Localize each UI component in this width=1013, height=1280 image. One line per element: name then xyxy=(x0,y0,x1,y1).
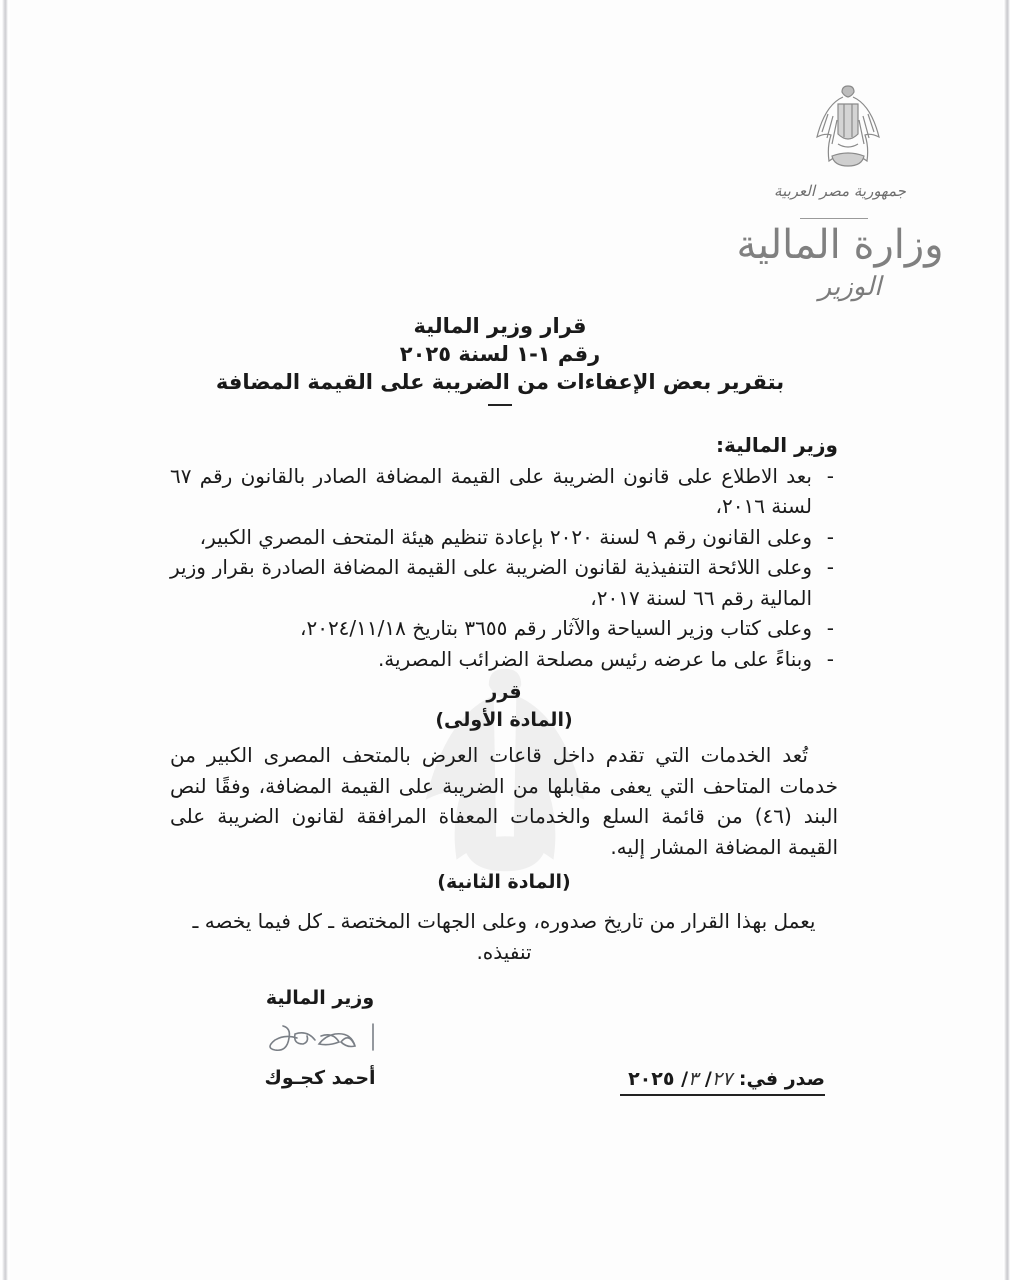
article2-text: يعمل بهذا القرار من تاريخ صدوره، وعلى الجهات المختصة ـ كل فيما يخصه ـ تنفيذه. xyxy=(192,909,816,964)
page-edge-right xyxy=(1004,0,1010,1280)
recital-item: - وعلى القانون رقم ٩ لسنة ٢٠٢٠ بإعادة تنظيم هيئة المتحف المصري الكبير، xyxy=(170,522,838,553)
decree-body xyxy=(170,430,838,967)
decision-heading: قرر xyxy=(486,681,522,703)
decree-title xyxy=(200,312,800,406)
recitals-list xyxy=(170,461,838,675)
article1-text: تُعد الخدمات التي تقدم داخل قاعات العرض بالمتحف المصرى الكبير من خدمات المتاحف التي يعفى مقابلها من الضريبة على القيمة المضافة، وفقًا لنص البند (٤٦) من قائمة السلع والخدمات المعفاة المرافقة لقانون الضريبة على القيمة المضافة المشار إليه. xyxy=(170,743,838,859)
article2-heading: (المادة الثانية) xyxy=(437,871,571,893)
letterhead-office: الوزير xyxy=(818,272,882,302)
preamble-heading: وزير المالية: xyxy=(716,433,838,457)
signatory-name: أحمد كجـوك xyxy=(264,1067,376,1089)
decree-number: رقم ١-١ لسنة ٢٠٢٥ xyxy=(399,342,601,366)
issue-date: صدر في: ٢٧/ ٣/ ٢٠٢٥ xyxy=(620,1066,825,1096)
issue-date-label: صدر في: xyxy=(738,1068,825,1090)
page-edge-left xyxy=(2,0,8,1280)
title-divider xyxy=(488,404,512,406)
egypt-eagle-emblem-icon xyxy=(810,82,886,178)
decree-subject: بتقرير بعض الإعفاءات من الضريبة على القيمة المضافة xyxy=(215,370,785,394)
recital-item: - بعد الاطلاع على قانون الضريبة على القيمة المضافة الصادر بالقانون رقم ٦٧ لسنة ٢٠١٦، xyxy=(170,461,838,522)
issue-date-year: ٢٠٢٥ xyxy=(628,1068,675,1090)
recital-item: - وعلى اللائحة التنفيذية لقانون الضريبة على القيمة المضافة الصادرة بقرار وزير المالية رقم ٦٦ لسنة ٢٠١٧، xyxy=(170,552,838,613)
recital-item: - وبناءً على ما عرضه رئيس مصلحة الضرائب المصرية. xyxy=(170,644,838,675)
article1-heading: (المادة الأولى) xyxy=(435,709,573,731)
letterhead xyxy=(730,82,950,312)
letterhead-divider xyxy=(800,218,868,219)
handwritten-signature-icon xyxy=(245,1016,395,1062)
letterhead-ministry: وزارة المالية xyxy=(736,222,944,268)
recital-item: - وعلى كتاب وزير السياحة والآثار رقم ٣٦٥٥ بتاريخ ٢٠٢٤/١١/١٨، xyxy=(170,613,838,644)
signature-block xyxy=(220,984,420,1092)
signatory-title: وزير المالية xyxy=(265,987,375,1009)
decree-title-line1: قرار وزير المالية xyxy=(413,314,587,338)
issue-date-month: ٣ xyxy=(688,1068,699,1090)
letterhead-republic: جمهورية مصر العربية xyxy=(774,182,906,200)
issue-date-day: ٢٧ xyxy=(711,1068,733,1090)
